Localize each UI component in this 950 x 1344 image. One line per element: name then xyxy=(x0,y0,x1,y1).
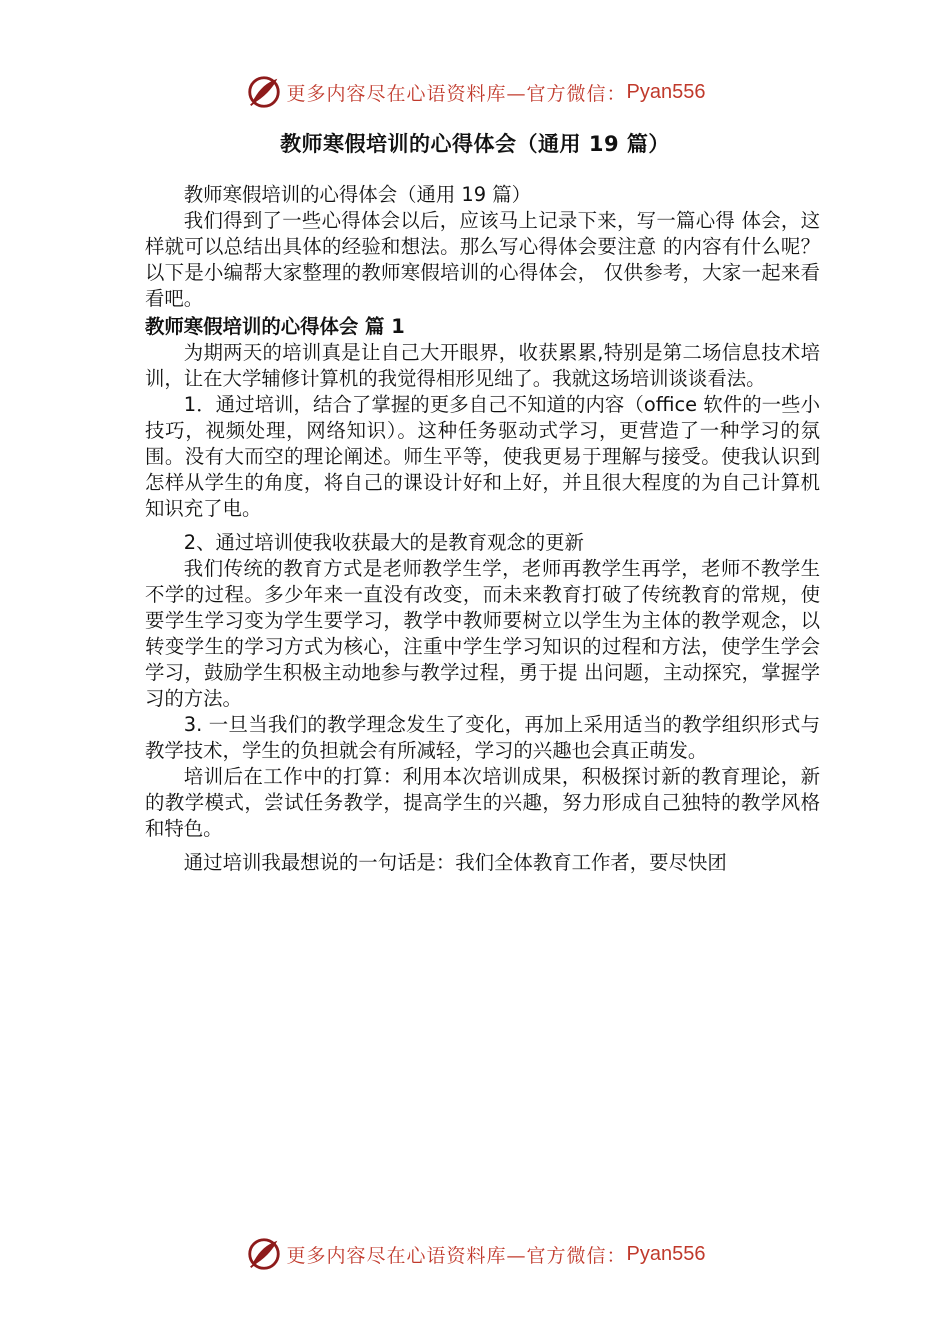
paragraph: 我们传统的教育方式是老师教学生学，老师再教学生再学，老师不教学生不学的过程。多少年来一直没有改变，而未来教育打破了传统教育的常规，使要学生学习变为学生要学习，教学中教师要树立以学生为主体的教学观念，以转变学生的学习方式为核心，注重中学生学习知识的过程和方法，使学生学会学习，鼓励学生积极主动地参与教学过程，勇于提 出问题，主动探究，掌握学习的方法。 xyxy=(145,557,820,710)
paragraph: 培训后在工作中的打算：利用本次培训成果，积极探讨新的教育理论，新的教学模式，尝试任务教学，提高学生的兴趣，努力形成自己独特的教学风格和特色。 xyxy=(145,765,820,840)
header-banner xyxy=(0,72,950,112)
header-wechat-id: Pyan556 xyxy=(626,80,706,103)
footer-wechat-id: Pyan556 xyxy=(626,1242,706,1265)
quill-logo-icon xyxy=(245,73,283,111)
paragraph: 1．通过培训，结合了掌握的更多自己不知道的内容（office 软件的一些小技巧，视频处理，网络知识）。这种任务驱动式学习，更营造了一种学习的氛围。没有大而空的理论阐述。师生平等，使我更易于理解与接受。使我认识到怎样从学生的角度，将自己的课设计好和上好，并且很大程度的为自己计算机知识充了电。 xyxy=(145,393,820,520)
header-banner-text: 更多内容尽在心语资料库—官方微信： xyxy=(286,82,627,105)
quill-logo-icon xyxy=(245,1235,283,1273)
document-body xyxy=(145,182,820,876)
footer-banner xyxy=(0,1234,950,1274)
footer-banner-text: 更多内容尽在心语资料库—官方微信： xyxy=(286,1244,627,1267)
paragraph: 2、通过培训使我收获最大的是教育观念的更新 xyxy=(183,531,584,554)
section-heading: 教师寒假培训的心得体会 篇 1 xyxy=(145,315,405,338)
document-title: 教师寒假培训的心得体会（通用 19 篇） xyxy=(280,132,670,156)
paragraph: 我们得到了一些心得体会以后，应该马上记录下来，写一篇心得 体会，这样就可以总结出具体的经验和想法。那么写心得体会要注意 的内容有什么呢？以下是小编帮大家整理的教师寒假培训的心得体会， 仅供参考，大家一起来看看吧。 xyxy=(145,209,820,310)
paragraph: 通过培训我最想说的一句话是：我们全体教育工作者，要尽快团 xyxy=(183,851,727,874)
paragraph: 教师寒假培训的心得体会（通用 19 篇） xyxy=(183,183,532,206)
paragraph: 为期两天的培训真是让自己大开眼界，收获累累,特别是第二场信息技术培训，让在大学辅修计算机的我觉得相形见绌了。我就这场培训谈谈看法。 xyxy=(145,341,820,390)
paragraph: 3. 一旦当我们的教学理念发生了变化，再加上采用适当的教学组织形式与教学技术，学生的负担就会有所减轻，学习的兴趣也会真正萌发。 xyxy=(145,713,820,762)
